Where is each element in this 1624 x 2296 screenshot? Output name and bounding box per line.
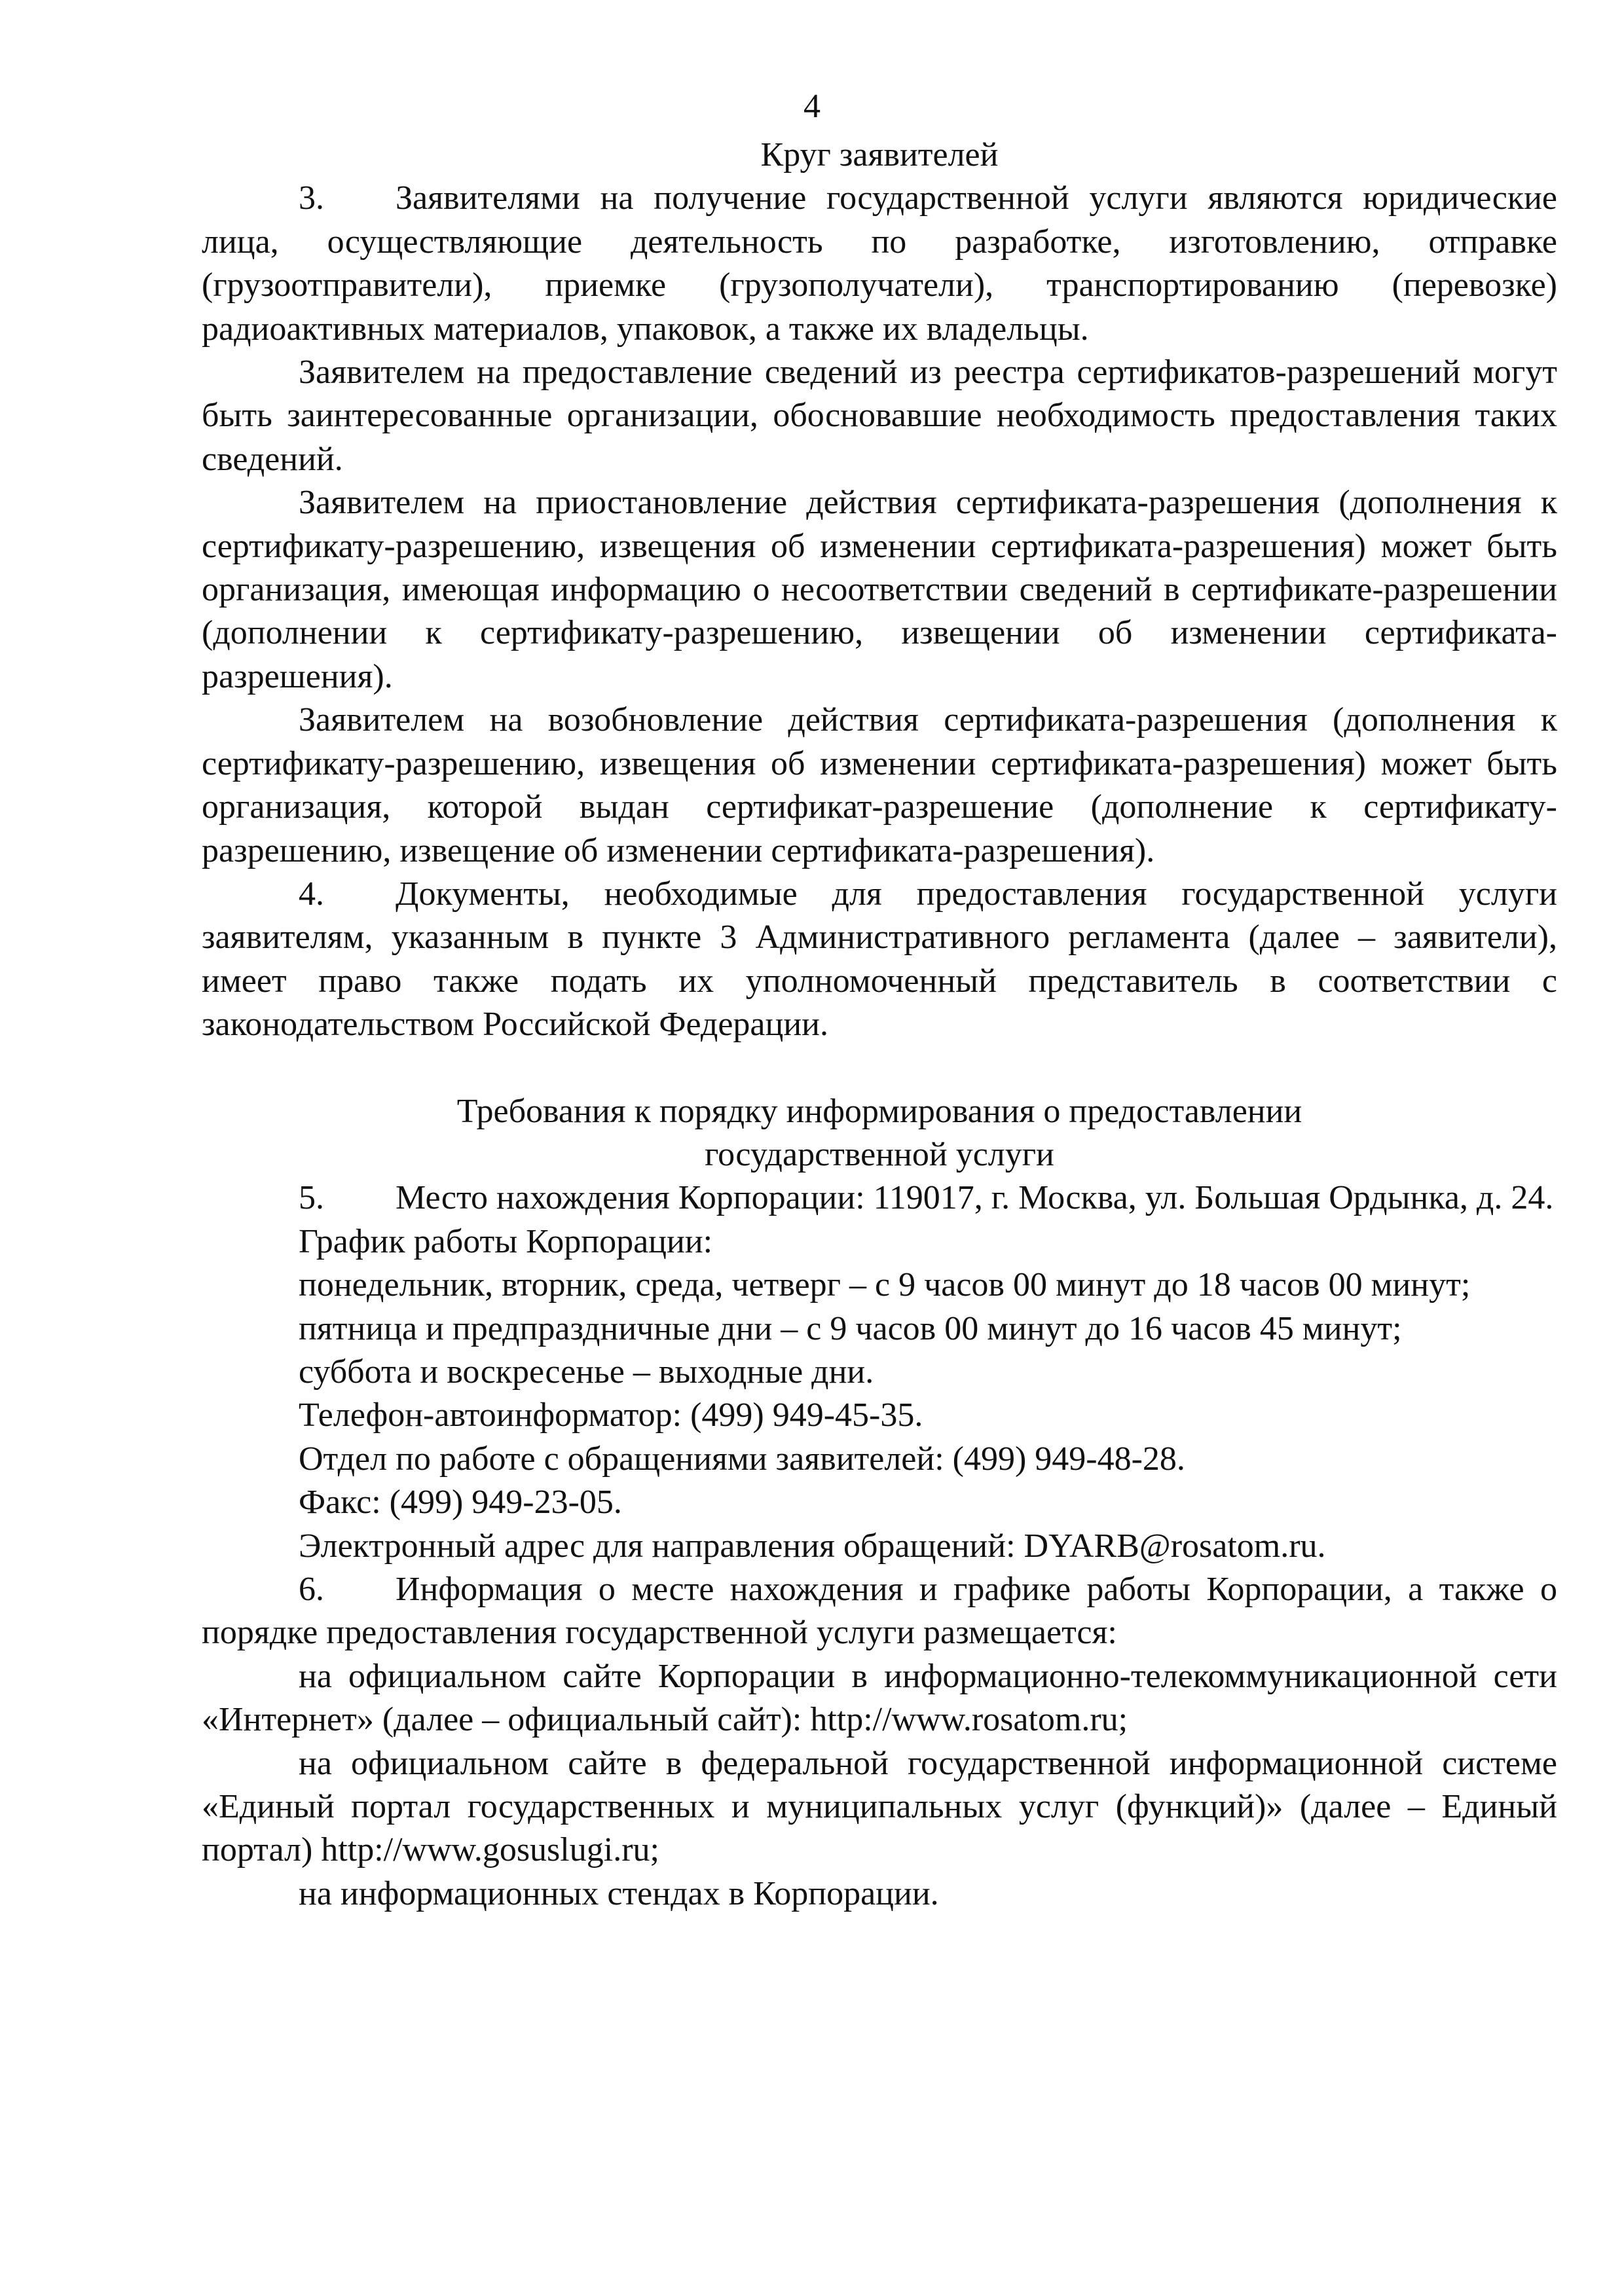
phone-autoinformer: Телефон-автоинформатор: (499) 949-45-35. [299,1396,923,1434]
schedule-friday: пятница и предпраздничные дни – с 9 часов 00 минут до 16 часов 45 минут; [299,1309,1402,1347]
document-body [202,134,1557,1916]
paragraph-3-resumption: Заявителем на возобновление действия сертификата-разрешения (дополнения к сертификату-разрешению, извещения об изменении сертификата-разрешения) может быть организация, которой выдан сертификат-разрешение (дополнение к сертификату-разрешению, извещение об изменении сертификата-разрешения). [202,701,1557,869]
phone-department: Отдел по работе с обращениями заявителей: (499) 949-48-28. [299,1440,1185,1478]
schedule-title: График работы Корпорации: [299,1222,713,1260]
paragraph-number: 3. [299,179,324,217]
schedule-weekdays: понедельник, вторник, среда, четверг – с 9 часов 00 минут до 18 часов 00 минут; [299,1266,1471,1304]
schedule-weekend: суббота и воскресенье – выходные дни. [299,1353,874,1391]
spacer [202,1047,1557,1090]
page-number: 4 [803,88,821,125]
paragraph-number: 4. [299,875,324,913]
paragraph-number: 5. [299,1179,324,1217]
paragraph-number: 6. [299,1571,324,1608]
section-heading-information-line2: государственной услуги [705,1135,1054,1173]
email-address: Электронный адрес для направления обращений: DYARB@rosatom.ru. [299,1527,1326,1565]
paragraph-text: Информация о месте нахождения и графике работы Корпорации, а также о порядке предоставления государственной услуги размещается: [202,1571,1557,1652]
section-heading-applicants: Круг заявителей [760,136,999,173]
paragraph-text: Заявителями на получение государственной услуги являются юридические лица, осуществляющие деятельность по разработке, изготовлению, отправке (грузоотправители), приемке (грузополучатели), транспортированию (перевозке) радиоактивных материалов, упаковок, а также их владельцы. [202,179,1557,348]
paragraph-6 [202,1568,1557,1655]
section-heading-information-line1: Требования к порядку информирования о предоставлении [456,1092,1302,1130]
paragraph-3 [202,177,1557,351]
paragraph-text: Место нахождения Корпорации: 119017, г. Москва, ул. Большая Ордынка, д. 24. [396,1179,1554,1217]
info-unified-portal: на официальном сайте в федеральной государственной информационной системе «Единый портал государственных и муниципальных услуг (функций)» (далее – Единый портал) http://www.gosuslugi.ru; [202,1744,1557,1869]
info-official-site: на официальном сайте Корпорации в информационно-телекоммуникационной сети «Интернет» (далее – официальный сайт): http://www.rosatom.ru; [202,1657,1557,1739]
paragraph-5 [202,1176,1557,1220]
paragraph-3-registry: Заявителем на предоставление сведений из реестра сертификатов-разрешений могут быть заинтересованные организации, обосновавшие необходимость предоставления таких сведений. [202,354,1557,478]
info-stands: на информационных стендах в Корпорации. [299,1874,939,1912]
paragraph-text: Документы, необходимые для предоставления государственной услуги заявителям, указанным в пункте 3 Административного регламента (далее – заявители), имеет право также подать их уполномоченный представитель в соответствии с законодательством Российской Федерации. [202,875,1557,1044]
paragraph-4 [202,873,1557,1047]
fax-number: Факс: (499) 949-23-05. [299,1484,622,1522]
paragraph-3-suspension: Заявителем на приостановление действия сертификата-разрешения (дополнения к сертификату-разрешению, извещения об изменении сертификата-разрешения) может быть организация, имеющая информацию о несоответствии сведений в сертификате-разрешении (дополнении к сертификату-разрешению, извещении об изменении сертификата-разрешения). [202,484,1557,695]
